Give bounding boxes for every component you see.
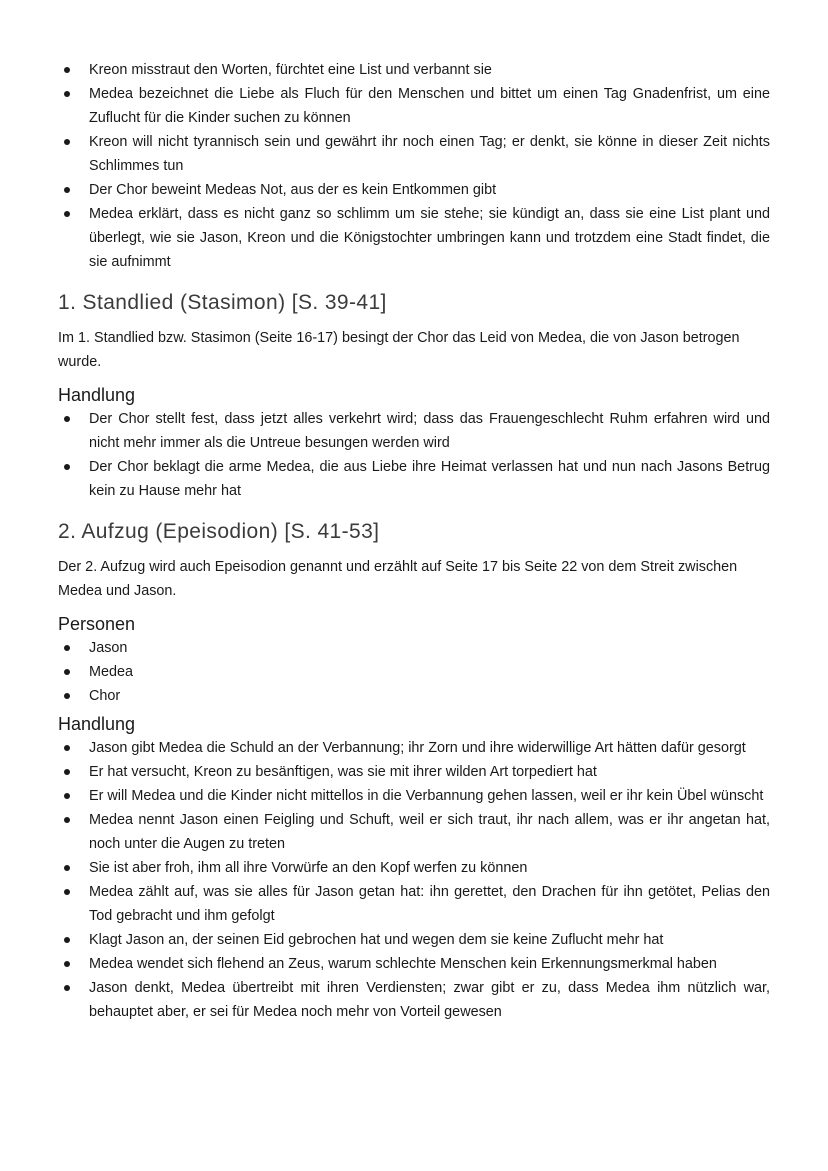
top-bullet-list <box>58 58 770 274</box>
list-item: Medea nennt Jason einen Feigling und Schuft, weil er sich traut, ihr nach allem, was er ihr angetan hat, noch unter die Augen zu treten <box>58 808 770 856</box>
list-item: Er hat versucht, Kreon zu besänftigen, was sie mit ihrer wilden Art torpediert hat <box>58 760 770 784</box>
bullet-icon <box>64 769 70 775</box>
section-2-personen-heading: Personen <box>58 614 136 634</box>
list-item: Klagt Jason an, der seinen Eid gebrochen hat und wegen dem sie keine Zuflucht mehr hat <box>58 928 770 952</box>
list-item: Der Chor beklagt die arme Medea, die aus Liebe ihre Heimat verlassen hat und nun nach Jasons Betrug kein zu Hause mehr hat <box>58 455 770 503</box>
section-1-title: 1. Standlied (Stasimon) [S. 39-41] <box>58 291 387 314</box>
list-item: Jason denkt, Medea übertreibt mit ihren Verdiensten; zwar gibt er zu, dass Medea ihm nützlich war, behauptet aber, er sei für Medea noch mehr von Vorteil gewesen <box>58 976 770 1024</box>
list-item: Sie ist aber froh, ihm all ihre Vorwürfe an den Kopf werfen zu können <box>58 856 770 880</box>
list-item: Medea <box>58 660 770 684</box>
list-item: Jason <box>58 636 770 660</box>
section-2-intro: Der 2. Aufzug wird auch Epeisodion genannt und erzählt auf Seite 17 bis Seite 22 von dem Streit zwischen Medea und Jason. <box>58 559 738 599</box>
section-2-handlung-heading: Handlung <box>58 714 136 734</box>
list-item: Er will Medea und die Kinder nicht mittellos in die Verbannung gehen lassen, weil er ihr kein Übel wünscht <box>58 784 770 808</box>
section-1-handlung-list <box>58 407 770 503</box>
list-item: Chor <box>58 684 770 708</box>
bullet-icon <box>64 187 70 193</box>
list-item: Der Chor stellt fest, dass jetzt alles verkehrt wird; dass das Frauengeschlecht Ruhm erfahren wird und nicht mehr immer als die Untreue besungen werden wird <box>58 407 770 455</box>
bullet-icon <box>64 67 70 73</box>
list-item: Kreon misstraut den Worten, fürchtet eine List und verbannt sie <box>58 58 770 82</box>
list-item: Medea wendet sich flehend an Zeus, warum schlechte Menschen kein Erkennungsmerkmal haben <box>58 952 770 976</box>
bullet-icon <box>64 139 70 145</box>
section-2-handlung-list <box>58 736 770 1024</box>
bullet-icon <box>64 745 70 751</box>
bullet-icon <box>64 645 70 651</box>
bullet-icon <box>64 416 70 422</box>
section-2-title: 2. Aufzug (Epeisodion) [S. 41-53] <box>58 520 380 543</box>
list-item: Jason gibt Medea die Schuld an der Verbannung; ihr Zorn und ihre widerwillige Art hätten dafür gesorgt <box>58 736 770 760</box>
list-item: Medea bezeichnet die Liebe als Fluch für den Menschen und bittet um einen Tag Gnadenfrist, um eine Zuflucht für die Kinder suchen zu können <box>58 82 770 130</box>
bullet-icon <box>64 961 70 967</box>
bullet-icon <box>64 693 70 699</box>
bullet-icon <box>64 889 70 895</box>
bullet-icon <box>64 669 70 675</box>
section-1-handlung-heading: Handlung <box>58 385 136 405</box>
bullet-icon <box>64 793 70 799</box>
section-1-intro: Im 1. Standlied bzw. Stasimon (Seite 16-17) besingt der Chor das Leid von Medea, die von Jason betrogen wurde. <box>58 330 740 370</box>
list-item: Medea zählt auf, was sie alles für Jason getan hat: ihn gerettet, den Drachen für ihn getötet, Pelias den Tod gebracht und ihm gefolgt <box>58 880 770 928</box>
section-2-personen-list <box>58 636 770 708</box>
bullet-icon <box>64 937 70 943</box>
list-item: Medea erklärt, dass es nicht ganz so schlimm um sie stehe; sie kündigt an, dass sie eine List plant und überlegt, wie sie Jason, Kreon und die Königstochter umbringen kann und trotzdem eine Stadt findet, die sie aufnimmt <box>58 202 770 274</box>
bullet-icon <box>64 211 70 217</box>
bullet-icon <box>64 817 70 823</box>
bullet-icon <box>64 985 70 991</box>
bullet-icon <box>64 464 70 470</box>
bullet-icon <box>64 865 70 871</box>
bullet-icon <box>64 91 70 97</box>
list-item: Der Chor beweint Medeas Not, aus der es kein Entkommen gibt <box>58 178 770 202</box>
list-item: Kreon will nicht tyrannisch sein und gewährt ihr noch einen Tag; er denkt, sie könne in dieser Zeit nichts Schlimmes tun <box>58 130 770 178</box>
